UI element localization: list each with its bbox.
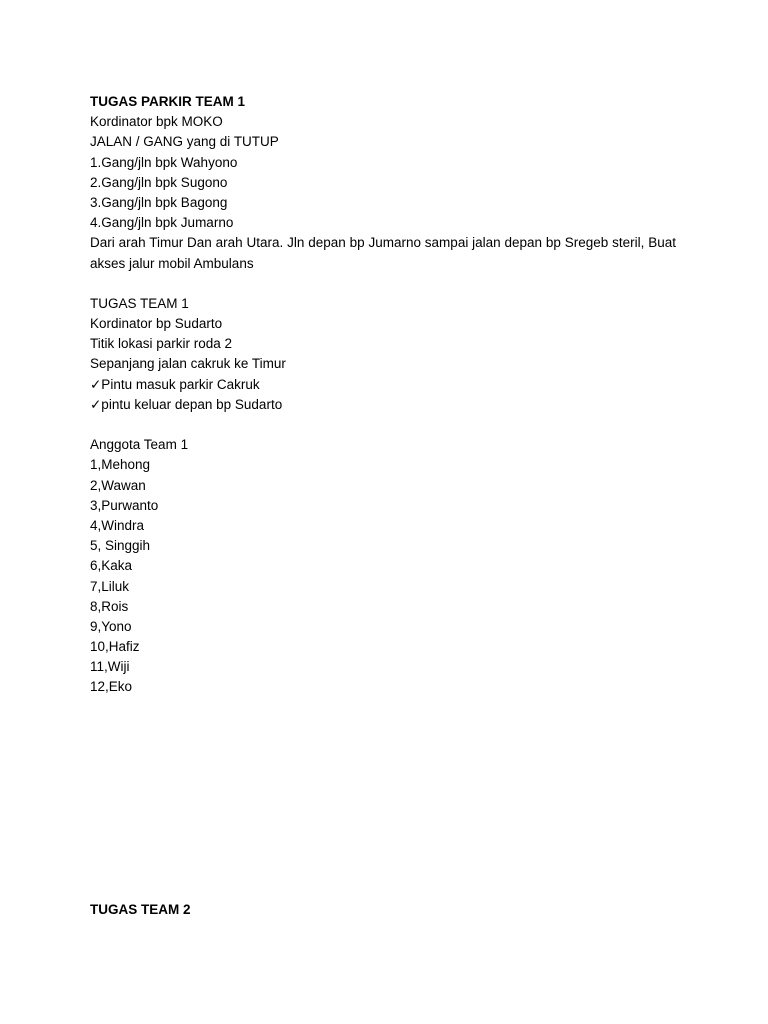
checklist-item: ✓pintu keluar depan bp Sudarto bbox=[90, 396, 283, 412]
section1-coordinator: Kordinator bpk MOKO bbox=[90, 114, 223, 130]
section1-title: TUGAS PARKIR TEAM 1 bbox=[90, 94, 246, 109]
checklist-item: ✓Pintu masuk parkir Cakruk bbox=[90, 376, 260, 392]
section2-coordinator: Kordinator bp Sudarto bbox=[90, 316, 223, 332]
member-item: 9,Yono bbox=[90, 618, 132, 634]
section2-title: TUGAS TEAM 1 bbox=[90, 295, 189, 311]
member-item: 3,Purwanto bbox=[90, 497, 159, 513]
member-item: 8,Rois bbox=[90, 598, 129, 614]
member-item: 4,Windra bbox=[90, 517, 145, 533]
parking-location: Titik lokasi parkir roda 2 bbox=[90, 336, 233, 352]
document-page bbox=[90, 92, 676, 920]
member-item: 2,Wawan bbox=[90, 477, 146, 493]
member-item: 1,Mehong bbox=[90, 457, 151, 473]
closed-roads-heading: JALAN / GANG yang di TUTUP bbox=[90, 134, 279, 150]
member-item: 10,Hafiz bbox=[90, 639, 140, 655]
member-item: 12,Eko bbox=[90, 679, 133, 695]
members-heading: Anggota Team 1 bbox=[90, 437, 189, 453]
member-item: 11,Wiji bbox=[90, 659, 130, 675]
section1-note: Dari arah Timur Dan arah Utara. Jln depan bp Jumarno sampai jalan depan bp Sregeb steril, Buat akses jalur mobil Ambulans bbox=[90, 235, 676, 271]
closed-road-item: 3.Gang/jln bpk Bagong bbox=[90, 194, 228, 210]
section3-title: TUGAS TEAM 2 bbox=[90, 901, 191, 917]
member-item: 5, Singgih bbox=[90, 538, 151, 554]
member-item: 7,Liluk bbox=[90, 578, 130, 594]
closed-road-item: 2.Gang/jln bpk Sugono bbox=[90, 174, 228, 190]
parking-route: Sepanjang jalan cakruk ke Timur bbox=[90, 356, 286, 372]
paragraph-gap bbox=[90, 415, 676, 435]
member-item: 6,Kaka bbox=[90, 558, 133, 574]
closed-road-item: 4.Gang/jln bpk Jumarno bbox=[90, 215, 234, 231]
paragraph-gap bbox=[90, 274, 676, 294]
page-gap bbox=[90, 698, 676, 900]
closed-road-item: 1.Gang/jln bpk Wahyono bbox=[90, 154, 238, 170]
